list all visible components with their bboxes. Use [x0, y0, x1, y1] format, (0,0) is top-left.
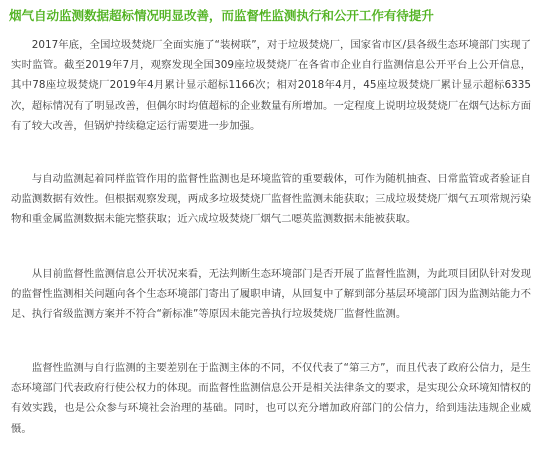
- article-heading: 烟气自动监测数据超标情况明显改善，而监督性监测执行和公开工作有待提升: [9, 8, 434, 23]
- paragraph-monitoring-difference: 监督性监测与自行监测的主要差别在于监测主体的不同，不仅代表了“第三方”，而且代表了政府公信力，是生态环境部门代表政府行使公权力的体现。而监督性监测信息公开是相关法律条文的要求，是实现公众环境知情权的有效实践，也是公众参与环境社会治理的基础。同时，也可以充分增加政府部门的公信力，给到违法违规企业威慑。: [11, 362, 531, 435]
- paragraph-information-disclosure: 从目前监督性监测信息公开状况来看，无法判断生态环境部门是否开展了监督性监测，为此项目团队针对发现的监督性监测相关问题向各个生态环境部门寄出了履职申请，从回复中了解到部分基层环境部门因为监测站能力不足、执行省级监测方案并不符合“新标准”等原因未能完善执行垃圾焚烧厂监督性监测。: [11, 268, 531, 321]
- paragraph-auto-monitoring: 2017年底，全国垃圾焚烧厂全面实施了“装树联”，对于垃圾焚烧厂，国家省市区/县各级生态环境部门实现了实时监管。截至2019年7月，观察发现全国309座垃圾焚烧厂在各省市企业自行监测信息公开平台上公开信息，其中78座垃圾焚烧厂2019年4月累计显示超标1166次；相对2018年4月，45座垃圾焚烧厂累计显示超标6335次，超标情况有了明显改善，但偶尔时均值超标的企业数量有所增加。一定程度上说明垃圾焚烧厂在烟气达标方面有了较大改善，但锅炉持续稳定运行需要进一步加强。: [11, 39, 531, 132]
- paragraph-supervisory-monitoring: 与自动监测起着同样监管作用的监督性监测也是环境监管的重要载体，可作为随机抽查、日常监管或者验证自动监测数据有效性。但根据观察发现，两成多垃圾焚烧厂监督性监测未能获取；三成垃圾焚烧厂烟气五项常规污染物和重金属监测数据未能完整获取；近六成垃圾焚烧厂烟气二噁英监测数据未能被获取。: [11, 173, 531, 226]
